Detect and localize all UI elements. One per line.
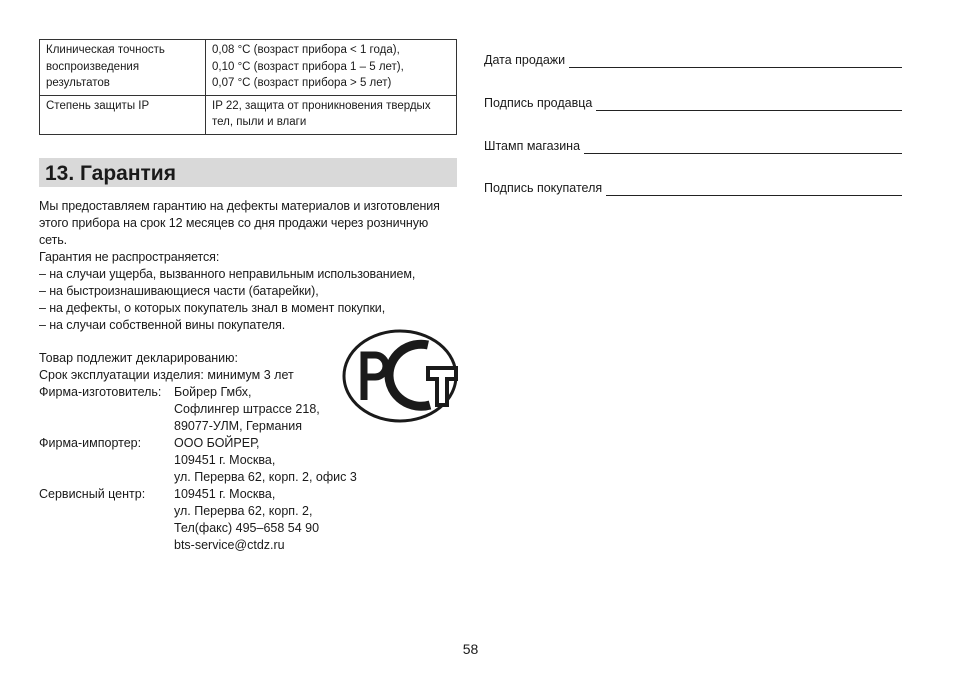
table-cell-label (40, 95, 206, 134)
table-row (40, 40, 457, 96)
cell-text: воспроизведения (46, 60, 140, 73)
cell-text: 0,08 °C (возраст прибора < 1 года), (212, 44, 400, 56)
list-item: – на случаи собственной вины покупателя. (39, 318, 286, 332)
manufacturer-address (174, 384, 320, 435)
service-center-address (174, 486, 319, 554)
cell-text: 0,10 °C (возраст прибора 1 – 5 лет), (212, 60, 404, 73)
manufacturer-label: Фирма-изготовитель: (39, 385, 162, 399)
importer-address (174, 435, 357, 486)
paragraph-line: Гарантия не распространяется: (39, 250, 220, 264)
section-title: 13. Гарантия (45, 162, 176, 185)
address-line: Софлингер штрассе 218, (174, 402, 320, 416)
warranty-text (39, 198, 464, 334)
address-line: 109451 г. Москва, (174, 487, 276, 501)
phone-line: Тел(факс) 495–658 54 90 (174, 521, 320, 535)
cell-text: Степень защиты IP (46, 99, 150, 112)
seller-signature-field[interactable] (484, 95, 902, 111)
table-cell-value (206, 95, 457, 134)
rst-certification-mark-icon (342, 329, 460, 423)
table-row (40, 95, 457, 134)
address-line: ООО БОЙРЕР, (174, 436, 260, 450)
store-stamp-field[interactable] (484, 138, 902, 154)
signature-line[interactable] (569, 55, 902, 68)
field-label: Подпись продавца (484, 96, 593, 110)
signature-line[interactable] (596, 98, 902, 111)
paragraph-line: этого прибора на срок 12 месяцев со дня продажи через розничную (39, 216, 429, 230)
table-cell-label (40, 40, 206, 96)
paragraph-line: сеть. (39, 233, 67, 247)
address-line: Бойрер Гмбх, (174, 385, 252, 399)
address-line: 109451 г. Москва, (174, 453, 276, 467)
cell-text: результатов (46, 77, 110, 89)
field-label: Подпись покупателя (484, 181, 603, 195)
declaration-line: Товар подлежит декларированию: (39, 351, 238, 365)
service-center-row (39, 486, 357, 554)
cell-text: 0,07 °C (возраст прибора > 5 лет) (212, 77, 392, 89)
address-line: 89077-УЛМ, Германия (174, 419, 303, 433)
cell-text: Клиническая точность (46, 44, 165, 56)
section-header (39, 158, 457, 187)
importer-label: Фирма-импортер: (39, 436, 142, 450)
importer-row (39, 435, 357, 486)
cell-text: тел, пыли и влаги (212, 116, 307, 128)
buyer-signature-field[interactable] (484, 180, 902, 196)
field-label: Дата продажи (484, 53, 566, 67)
cell-text: IP 22, защита от проникновения твердых (212, 99, 431, 112)
list-item: – на случаи ущерба, вызванного неправильным использованием, (39, 267, 416, 281)
service-center-label: Сервисный центр: (39, 487, 146, 501)
list-item: – на быстроизнашивающиеся части (батарейки), (39, 284, 319, 298)
service-life-line: Срок эксплуатации изделия: минимум 3 лет (39, 368, 294, 382)
address-line: ул. Перерва 62, корп. 2, офис 3 (174, 470, 357, 484)
specification-table (39, 39, 457, 135)
declaration-block (39, 350, 357, 554)
manufacturer-row (39, 384, 357, 435)
page-number: 58 (462, 641, 479, 657)
signature-line[interactable] (584, 141, 902, 154)
email-line: bts-service@ctdz.ru (174, 538, 285, 552)
paragraph-line: Мы предоставляем гарантию на дефекты материалов и изготовления (39, 199, 440, 213)
signature-line[interactable] (606, 183, 902, 196)
list-item: – на дефекты, о которых покупатель знал в момент покупки, (39, 301, 386, 315)
sale-date-field[interactable] (484, 52, 902, 68)
table-cell-value (206, 40, 457, 96)
address-line: ул. Перерва 62, корп. 2, (174, 504, 313, 518)
field-label: Штамп магазина (484, 139, 581, 153)
